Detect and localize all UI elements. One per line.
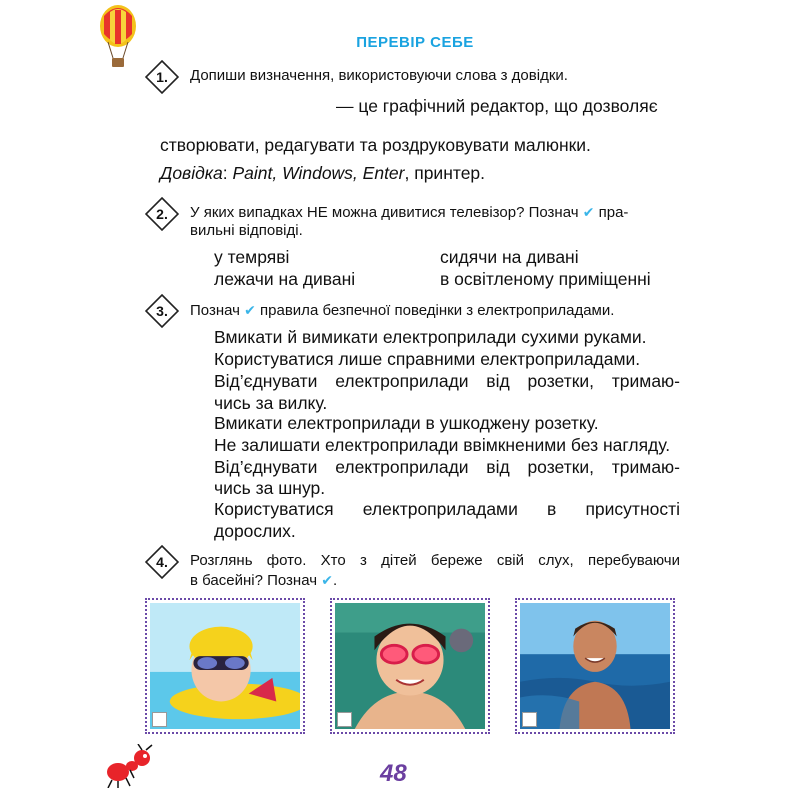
option-sitting-sofa[interactable]: сидячи на дивані — [440, 247, 579, 267]
photo-girl-goggles — [330, 598, 490, 734]
task-4-instruction-line-2: в басейні? Познач ✔. — [190, 572, 338, 589]
task-number-4: 4. — [156, 554, 168, 570]
rule-7-line-2[interactable]: дорослих. — [214, 521, 296, 541]
task-1-hint: Довідка: Paint, Windows, Enter, принтер. — [160, 163, 486, 183]
hint-label: Довідка — [160, 163, 223, 183]
rule-4[interactable]: Вмикати електроприлади в ушкоджену розетку. — [214, 413, 599, 433]
task-4-instruction-line-1: Розглянь фото. Хто з дітей береже свій слух, перебуваючи — [190, 552, 680, 569]
rule-6-line-2[interactable]: чись за шнур. — [214, 478, 326, 498]
page-number: 48 — [380, 760, 407, 787]
task-1-line-1: — це графічний редактор, що дозволяє — [336, 96, 658, 116]
section-heading: ПЕРЕВІР СЕБЕ — [356, 34, 474, 51]
hint-tail: , принтер. — [404, 163, 486, 183]
option-dark[interactable]: у темряві — [214, 247, 290, 267]
rule-3-line-1[interactable]: Від’єднувати електроприлади від розетки, тримаю- — [214, 371, 680, 391]
option-lying-sofa[interactable]: лежачи на дивані — [214, 269, 356, 289]
check-icon: ✔ — [582, 204, 595, 220]
photo-3-checkbox[interactable] — [522, 712, 537, 727]
task-number-3: 3. — [156, 303, 168, 319]
rule-7-line-1[interactable]: Користуватися електроприладами в присутності — [214, 499, 680, 519]
task-2-instruction: У яких випадках НЕ можна дивитися телевізор? Познач ✔ пра- вильні відповіді. — [190, 204, 629, 239]
rule-1[interactable]: Вмикати й вимикати електроприлади сухими руками. — [214, 327, 647, 347]
check-icon: ✔ — [244, 302, 256, 318]
task-number-1: 1. — [156, 69, 168, 85]
photo-girl-swim-cap — [145, 598, 305, 734]
task-1-line-2: створювати, редагувати та роздруковувати малюнки. — [160, 135, 591, 155]
hint-words: Paint, Windows, Enter — [232, 163, 405, 183]
option-lit-room[interactable]: в освітленому приміщенні — [440, 269, 651, 289]
task-1-instruction: Допиши визначення, використовуючи слова з довідки. — [190, 67, 568, 84]
photo-2-checkbox[interactable] — [337, 712, 352, 727]
photo-boy-sea — [515, 598, 675, 734]
rule-5[interactable]: Не залишати електроприлади ввімкненими без нагляду. — [214, 435, 671, 455]
task-number-badge-2 — [145, 197, 179, 231]
photo-1-checkbox[interactable] — [152, 712, 167, 727]
task-number-badge-3 — [145, 294, 179, 328]
rule-2[interactable]: Користуватися лише справними електроприладами. — [214, 349, 641, 369]
task-3-instruction: Познач ✔ правила безпечної поведінки з електроприладами. — [190, 302, 615, 319]
task-number-badge-1 — [145, 60, 179, 94]
check-icon: ✔ — [321, 572, 333, 588]
ant-icon — [104, 744, 156, 788]
rule-6-line-1[interactable]: Від’єднувати електроприлади від розетки, тримаю- — [214, 457, 680, 477]
task-number-badge-4 — [145, 545, 179, 579]
task-number-2: 2. — [156, 206, 168, 222]
rule-3-line-2[interactable]: чись за вилку. — [214, 393, 328, 413]
